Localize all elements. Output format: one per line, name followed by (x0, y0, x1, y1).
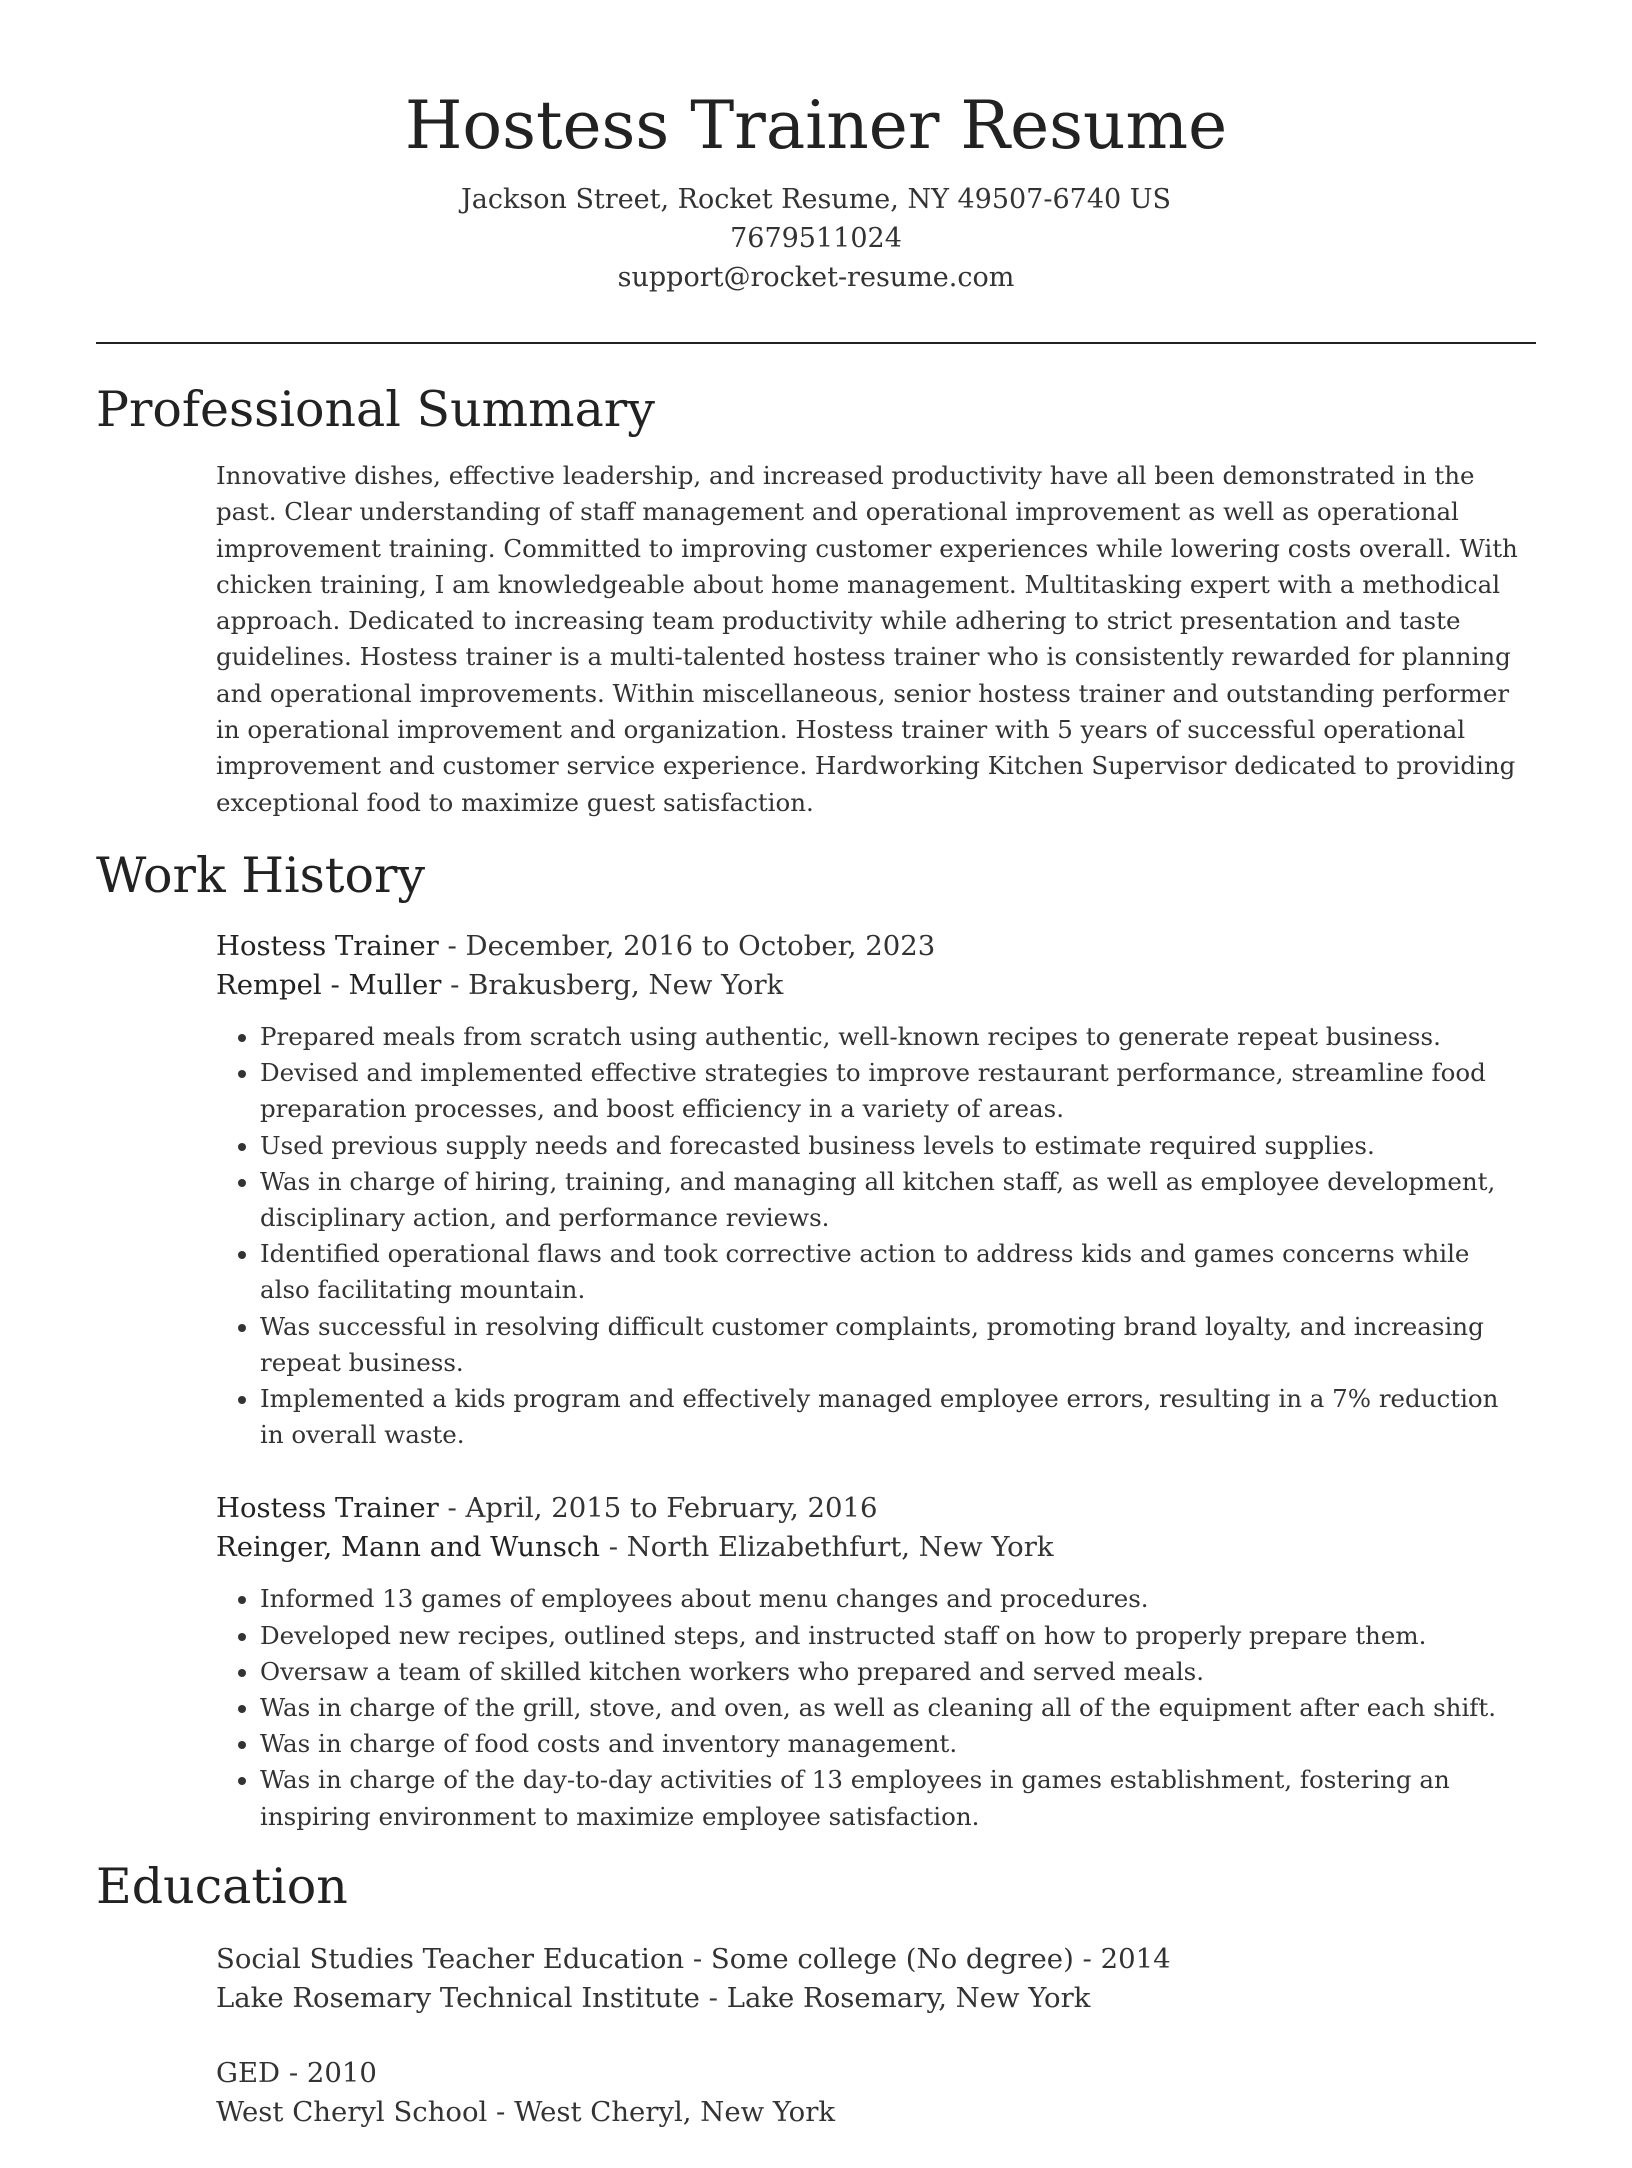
job-location: North Elizabethfurt, New York (626, 1531, 1054, 1564)
job-location: Brakusberg, New York (468, 969, 784, 1001)
job-bullet: • Used previous supply needs and forecasted business levels to estimate required supplies. (260, 1128, 1526, 1164)
separator: - (599, 1531, 627, 1564)
job-role: Hostess Trainer (216, 930, 439, 962)
separator: - (441, 969, 469, 1001)
education-entry (216, 1940, 1526, 2018)
job-bullet: • Oversaw a team of skilled kitchen workers who prepared and served meals. (260, 1654, 1526, 1690)
job-bullet: • Prepared meals from scratch using authentic, well-known recipes to generate repeat business. (260, 1019, 1526, 1055)
section-title-summary: Professional Summary (96, 381, 655, 438)
job-company: Reinger, Mann and Wunsch (216, 1531, 600, 1564)
job-company-line (216, 1528, 1526, 1567)
job-bullet: • Developed new recipes, outlined steps, and instructed staff on how to properly prepare them. (260, 1618, 1526, 1654)
job-bullet: • Informed 13 games of employees about menu changes and procedures. (260, 1581, 1526, 1617)
job-bullet: • Was in charge of the grill, stove, and oven, as well as cleaning all of the equipment after each shift. (260, 1690, 1526, 1726)
job-title-line (216, 1489, 1526, 1528)
education-degree-line: Social Studies Teacher Education - Some college (No degree) - 2014 (216, 1943, 1171, 1975)
resume-header (0, 0, 1632, 297)
job-bullet: • Was in charge of food costs and inventory management. (260, 1726, 1526, 1762)
job-dates: December, 2016 to October, 2023 (465, 930, 936, 962)
education-school-line: Lake Rosemary Technical Institute - Lake Rosemary, New York (216, 1982, 1091, 2014)
header-divider (96, 342, 1536, 344)
phone: 7679511024 (730, 223, 902, 254)
education-degree-line: GED - 2010 (216, 2057, 377, 2089)
separator: - (438, 1492, 466, 1525)
email: support@rocket-resume.com (617, 262, 1015, 293)
summary-text: Innovative dishes, effective leadership, and increased productivity have all been demonstrated in the past. Clear understanding of staff management and operational improvement as well as operational improvement training. Committed to improving customer experiences while lowering costs overall. With chicken training, I am knowledgeable about home management. Multitasking expert with a methodical approach. Dedicated to increasing team productivity while adhering to strict presentation and taste guidelines. Hostess trainer is a multi-talented hostess trainer who is consistently rewarded for planning and operational improvements. Within miscellaneous, senior hostess trainer and outstanding performer in operational improvement and organization. Hostess trainer with 5 years of successful operational improvement and customer service experience. Hardworking Kitchen Supervisor dedicated to providing exceptional food to maximize guest satisfaction. (216, 461, 1518, 817)
work-section (216, 927, 1526, 1871)
job-bullet: • Was successful in resolving difficult customer complaints, promoting brand loyalty, and increasing repeat business. (260, 1309, 1526, 1381)
summary-section (216, 458, 1526, 821)
job-company: Rempel - Muller (216, 969, 442, 1001)
job-company-line (216, 966, 1526, 1005)
address: Jackson Street, Rocket Resume, NY 49507-6740 US (460, 184, 1172, 215)
job-bullet: • Devised and implemented effective strategies to improve restaurant performance, streamline food preparation processes, and boost efficiency in a variety of areas. (260, 1055, 1526, 1127)
contact-block (0, 180, 1632, 297)
section-title-work: Work History (96, 847, 426, 904)
section-title-education: Education (96, 1858, 348, 1915)
job-role: Hostess Trainer (216, 1492, 439, 1525)
job-bullets (216, 1019, 1526, 1453)
education-entry (216, 2054, 1526, 2132)
education-section (216, 1940, 1526, 2168)
job-entry (216, 927, 1526, 1453)
job-dates: April, 2015 to February, 2016 (465, 1492, 878, 1525)
job-title-line (216, 927, 1526, 966)
job-bullet: • Identified operational flaws and took corrective action to address kids and games concerns while also facilitating mountain. (260, 1236, 1526, 1308)
job-bullet: • Was in charge of the day-to-day activities of 13 employees in games establishment, fostering an inspiring environment to maximize employee satisfaction. (260, 1762, 1526, 1834)
job-bullet: • Was in charge of hiring, training, and managing all kitchen staff, as well as employee development, disciplinary action, and performance reviews. (260, 1164, 1526, 1236)
job-bullet: • Implemented a kids program and effectively managed employee errors, resulting in a 7% reduction in overall waste. (260, 1381, 1526, 1453)
job-bullets (216, 1581, 1526, 1834)
job-entry (216, 1489, 1526, 1834)
separator: - (438, 930, 466, 962)
education-school-line: West Cheryl School - West Cheryl, New York (216, 2096, 836, 2128)
resume-title: Hostess Trainer Resume (404, 87, 1228, 164)
